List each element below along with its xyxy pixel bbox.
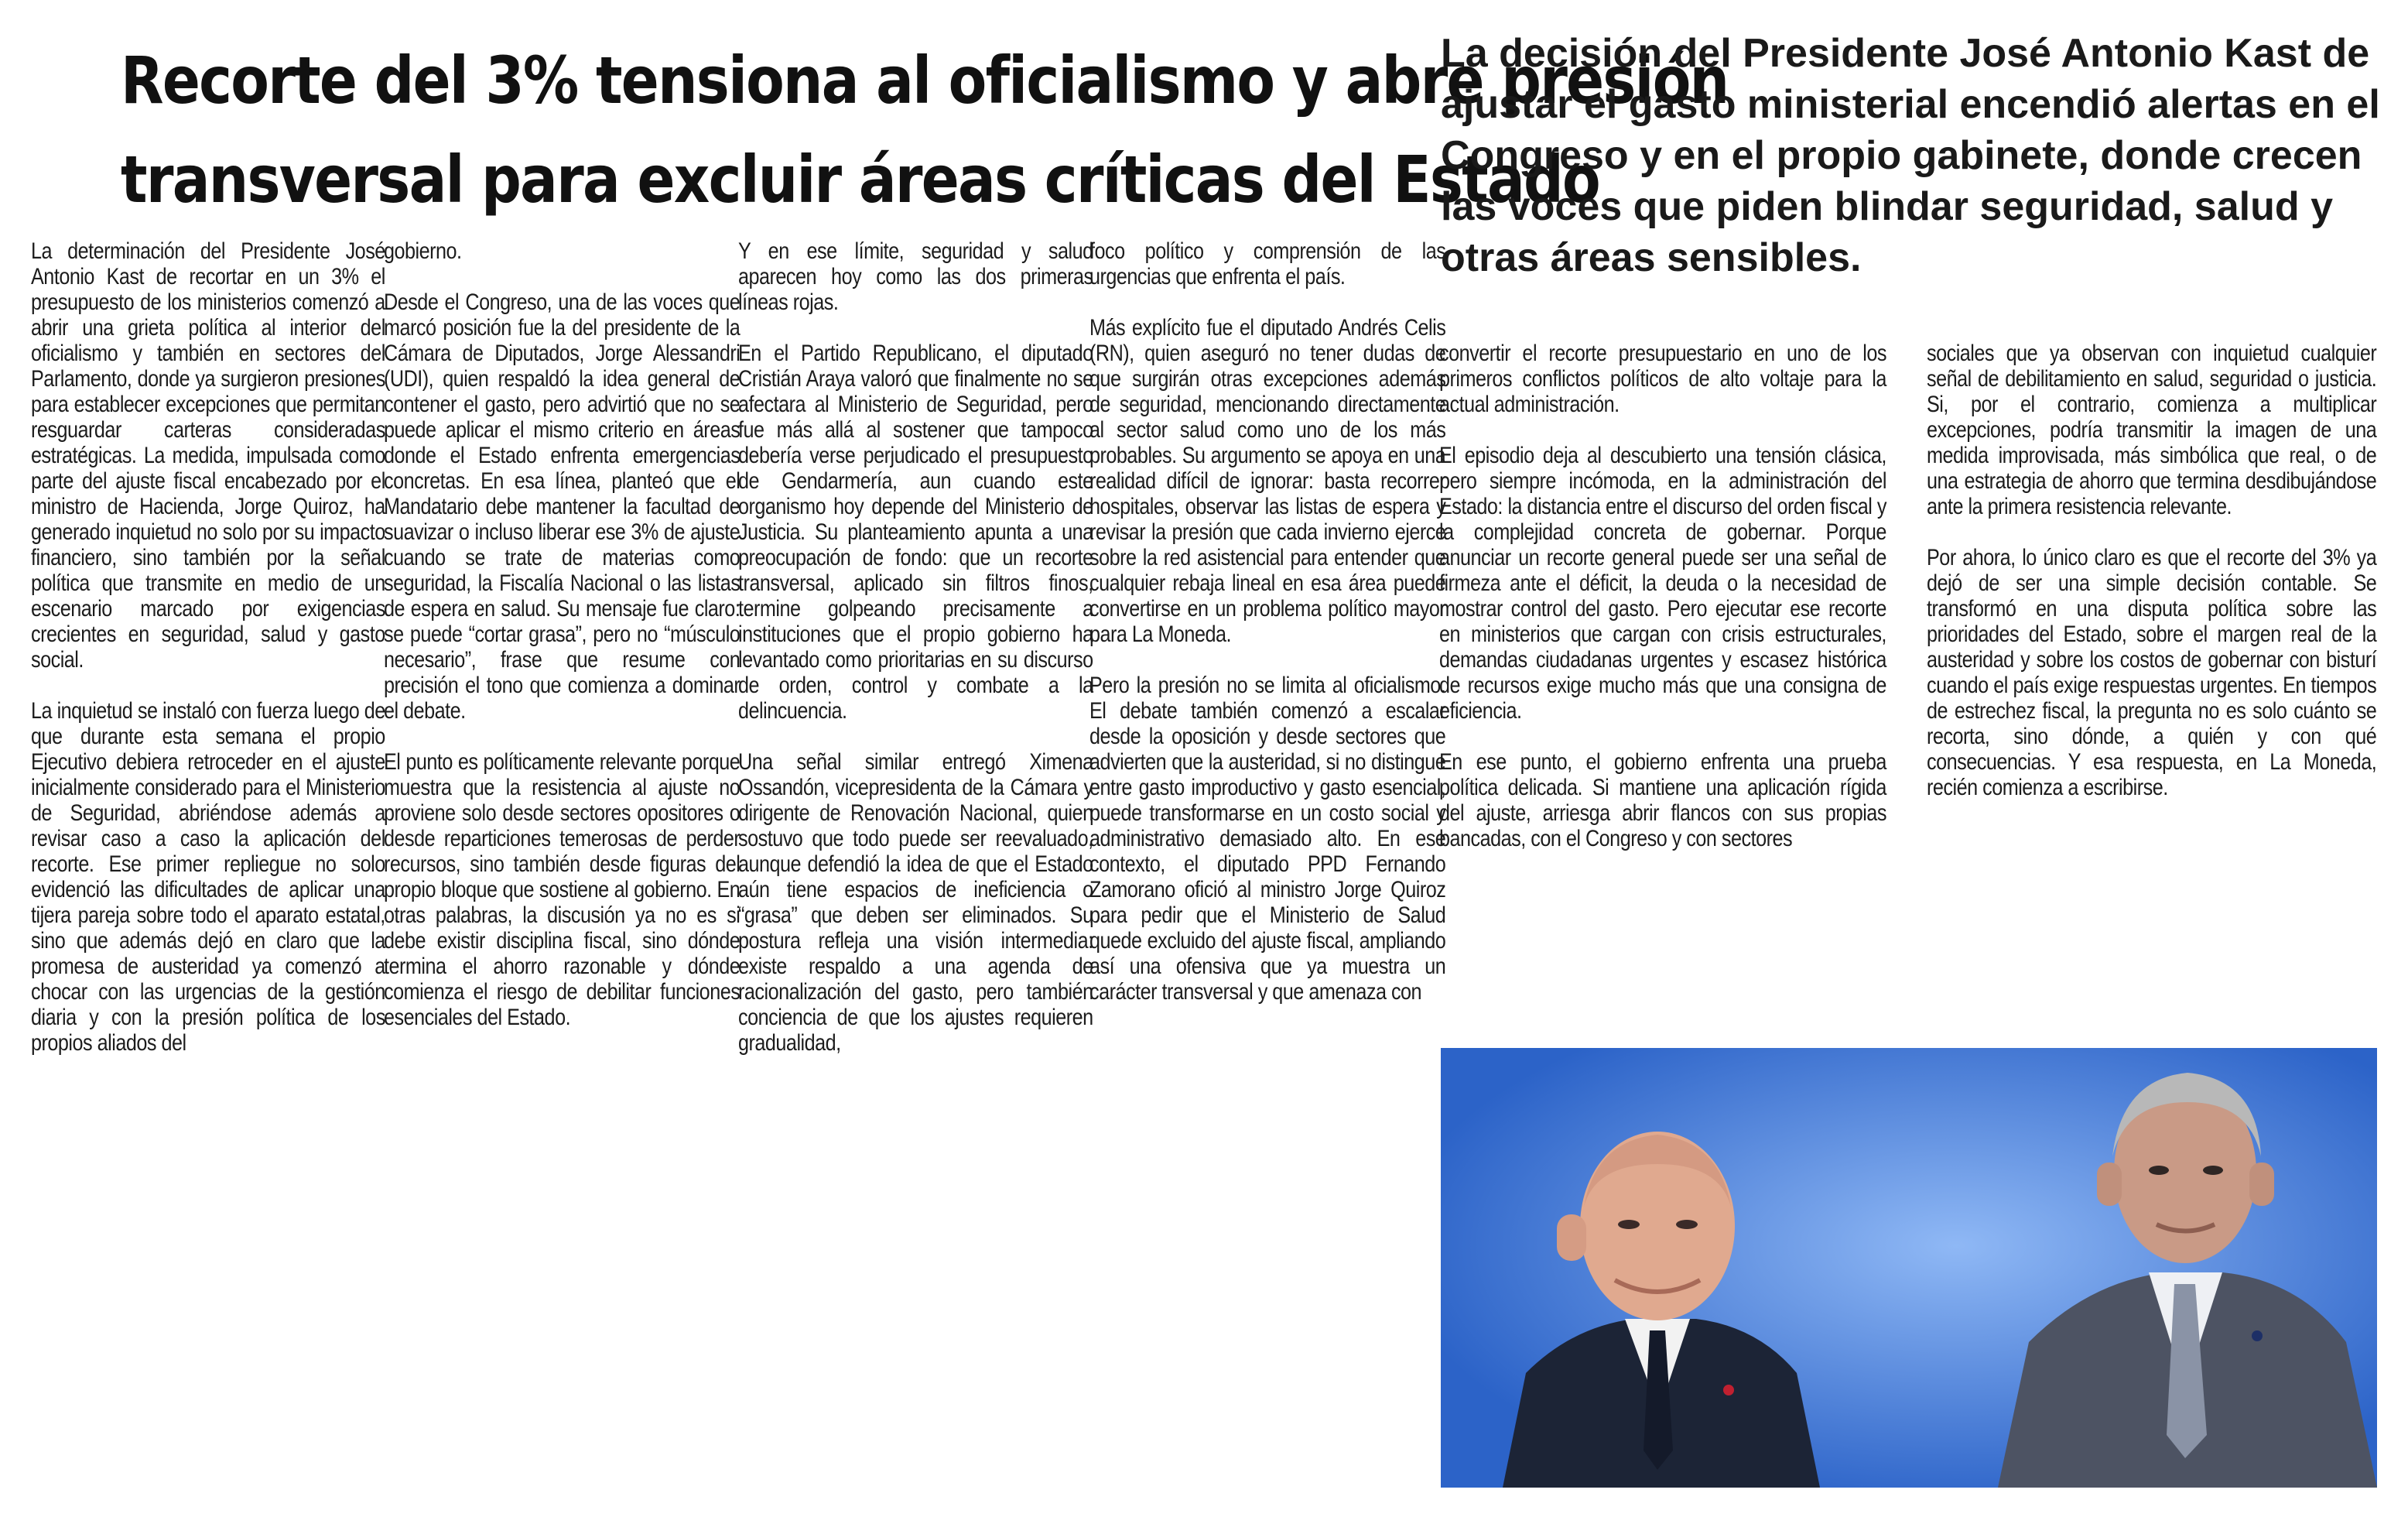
column-2 bbox=[384, 238, 740, 1030]
column-5 bbox=[1439, 341, 1886, 851]
news-photo bbox=[1441, 1048, 2377, 1488]
paragraph: El episodio deja al descubierto una tensión clásica, pero siempre incómoda, en la administración del Estado: la distancia entre el discurso del orden fiscal y la complejidad concreta de gobernar. Porque anunciar un recorte general puede ser una señal de firmeza ante el déficit, la deuda o la necesidad de mostrar control del gasto. Pero ejecutar ese recorte en ministerios que cargan con crisis estructurales, demandas ciudadanas urgentes y escasez histórica de recursos exige mucho más que una consigna de eficiencia. bbox=[1439, 443, 1886, 724]
paragraph: Más explícito fue el diputado Andrés Celis (RN), quien aseguró no tener dudas de que surgirán otras excepciones además de seguridad, mencionando directamente al sector salud como uno de los más probables. Su argumento se apoya en una realidad difícil de ignorar: basta recorrer hospitales, observar las listas de espera y revisar la presión que cada invierno ejerce sobre la red asistencial para entender que cualquier rebaja lineal en esa área puede convertirse en un problema político mayor para La Moneda. bbox=[1089, 315, 1446, 647]
paragraph: Por ahora, lo único claro es que el recorte del 3% ya dejó de ser una simple decisión contable. Se transformó en una disputa política sobre las prioridades del Estado, sobre el margen real de la austeridad y sobre los costos de gobernar con bisturí cuando el país exige respuestas urgentes. En tiempos de estrechez fiscal, la pregunta no es solo cuánto se recorta, sino dónde, a quién y con qué consecuencias. Y esa respuesta, en La Moneda, recién comienza a escribirse. bbox=[1927, 545, 2377, 800]
paragraph: foco político y comprensión de las urgencias que enfrenta el país. bbox=[1089, 238, 1446, 289]
paragraph: La determinación del Presidente José Antonio Kast de recortar en un 3% el presupuesto de los ministerios comenzó a abrir una grieta política al interior del oficialismo y también en sectores del Parlamento, donde ya surgieron presiones para establecer excepciones que permitan resguardar carteras consideradas estratégicas. La medida, impulsada como parte del ajuste fiscal encabezado por el ministro de Hacienda, Jorge Quiroz, ha generado inquietud no solo por su impacto financiero, sino también por la señal política que transmite en medio de un escenario marcado por exigencias crecientes en seguridad, salud y gasto social. bbox=[31, 238, 385, 673]
paragraph: Una señal similar entregó Ximena Ossandón, vicepresidenta de la Cámara y dirigente de Renovación Nacional, quien sostuvo que todo puede ser reevaluado, aunque defendió la idea de que el Estado aún tiene espacios de ineficiencia o “grasa” que deben ser eliminados. Su postura refleja una visión intermedia: existe respaldo a una agenda de racionalización del gasto, pero también conciencia de que los ajustes requieren gradualidad, bbox=[738, 749, 1093, 1056]
paragraph: En el Partido Republicano, el diputado Cristián Araya valoró que finalmente no se afectara al Ministerio de Seguridad, pero fue más allá al sostener que tampoco debería verse perjudicado el presupuesto de Gendarmería, aun cuando este organismo hoy depende del Ministerio de Justicia. Su planteamiento apunta a una preocupación de fondo: que un recorte transversal, aplicado sin filtros finos, termine golpeando precisamente a instituciones que el propio gobierno ha levantado como prioritarias en su discurso de orden, control y combate a la delincuencia. bbox=[738, 341, 1093, 724]
paragraph: El punto es políticamente relevante porque muestra que la resistencia al ajuste no proviene solo desde sectores opositores o desde reparticiones temerosas de perder recursos, sino también desde figuras del propio bloque que sostiene al gobierno. En otras palabras, la discusión ya no es si debe existir disciplina fiscal, sino dónde termina el ahorro razonable y dónde comienza el riesgo de debilitar funciones esenciales del Estado. bbox=[384, 749, 741, 1030]
deck-subtitle: La decisión del Presidente José Antonio Kast de ajustar el gasto ministerial encendió alertas en el Congreso y en el propio gabinete, donde crecen las voces que piden blindar seguridad, salud y otras áreas sensibles. bbox=[1441, 31, 2380, 280]
paragraph: convertir el recorte presupuestario en uno de los primeros conflictos políticos de alto voltaje para la actual administración. bbox=[1439, 341, 1886, 417]
headline-line-1: Recorte del 3% tensiona al oficialismo y abre presión bbox=[121, 43, 1729, 118]
headline-line-2: transversal para excluir áreas críticas del Estado bbox=[121, 142, 1599, 217]
paragraph: gobierno. bbox=[384, 238, 462, 264]
headline bbox=[121, 31, 1729, 229]
column-3 bbox=[738, 238, 1093, 1056]
column-4 bbox=[1089, 238, 1445, 1005]
paragraph: Desde el Congreso, una de las voces que marcó posición fue la del presidente de la Cámara de Diputados, Jorge Alessandri (UDI), quien respaldó la idea general de contener el gasto, pero advirtió que no se puede aplicar el mismo criterio en áreas donde el Estado enfrenta emergencias concretas. En esa línea, planteó que el Mandatario debe mantener la facultad de suavizar o incluso liberar ese 3% de ajuste cuando se trate de materias como seguridad, la Fiscalía Nacional o las listas de espera en salud. Su mensaje fue claro: se puede “cortar grasa”, pero no “músculo necesario”, frase que resume con precisión el tono que comienza a dominar el debate. bbox=[384, 289, 741, 724]
paragraph: Pero la presión no se limita al oficialismo. El debate también comenzó a escalar desde la oposición y desde sectores que advierten que la austeridad, si no distingue entre gasto improductivo y gasto esencial, puede transformarse en un costo social y administrativo demasiado alto. En ese contexto, el diputado PPD Fernando Zamorano ofició al ministro Jorge Quiroz para pedir que el Ministerio de Salud quede excluido del ajuste fiscal, ampliando así una ofensiva que ya muestra un carácter transversal y que amenaza con bbox=[1089, 673, 1446, 1005]
paragraph: Y en ese límite, seguridad y salud aparecen hoy como las dos primeras líneas rojas. bbox=[738, 238, 1093, 315]
paragraph: En ese punto, el gobierno enfrenta una prueba política delicada. Si mantiene una aplicación rígida del ajuste, arriesga abrir flancos con sus propias bancadas, con el Congreso y con sectores bbox=[1439, 749, 1886, 851]
column-1 bbox=[31, 238, 385, 1056]
photo-two-men-illustration bbox=[1441, 1048, 2377, 1488]
column-6 bbox=[1927, 341, 2376, 800]
paragraph: sociales que ya observan con inquietud cualquier señal de debilitamiento en salud, seguridad o justicia. Si, por el contrario, comienza a multiplicar excepciones, podría transmitir la imagen de una medida improvisada, más simbólica que real, o de una estrategia de ahorro que termina desdibujándose ante la primera resistencia relevante. bbox=[1927, 341, 2377, 519]
paragraph: La inquietud se instaló con fuerza luego de que durante esta semana el propio Ejecutivo debiera retroceder en el ajuste inicialmente considerado para el Ministerio de Seguridad, abriéndose además a revisar caso a caso la aplicación del recorte. Ese primer repliegue no solo evidenció las dificultades de aplicar una tijera pareja sobre todo el aparato estatal, sino que además dejó en claro que la promesa de austeridad ya comenzó a chocar con las urgencias de la gestión diaria y con la presión política de los propios aliados del bbox=[31, 698, 385, 1056]
